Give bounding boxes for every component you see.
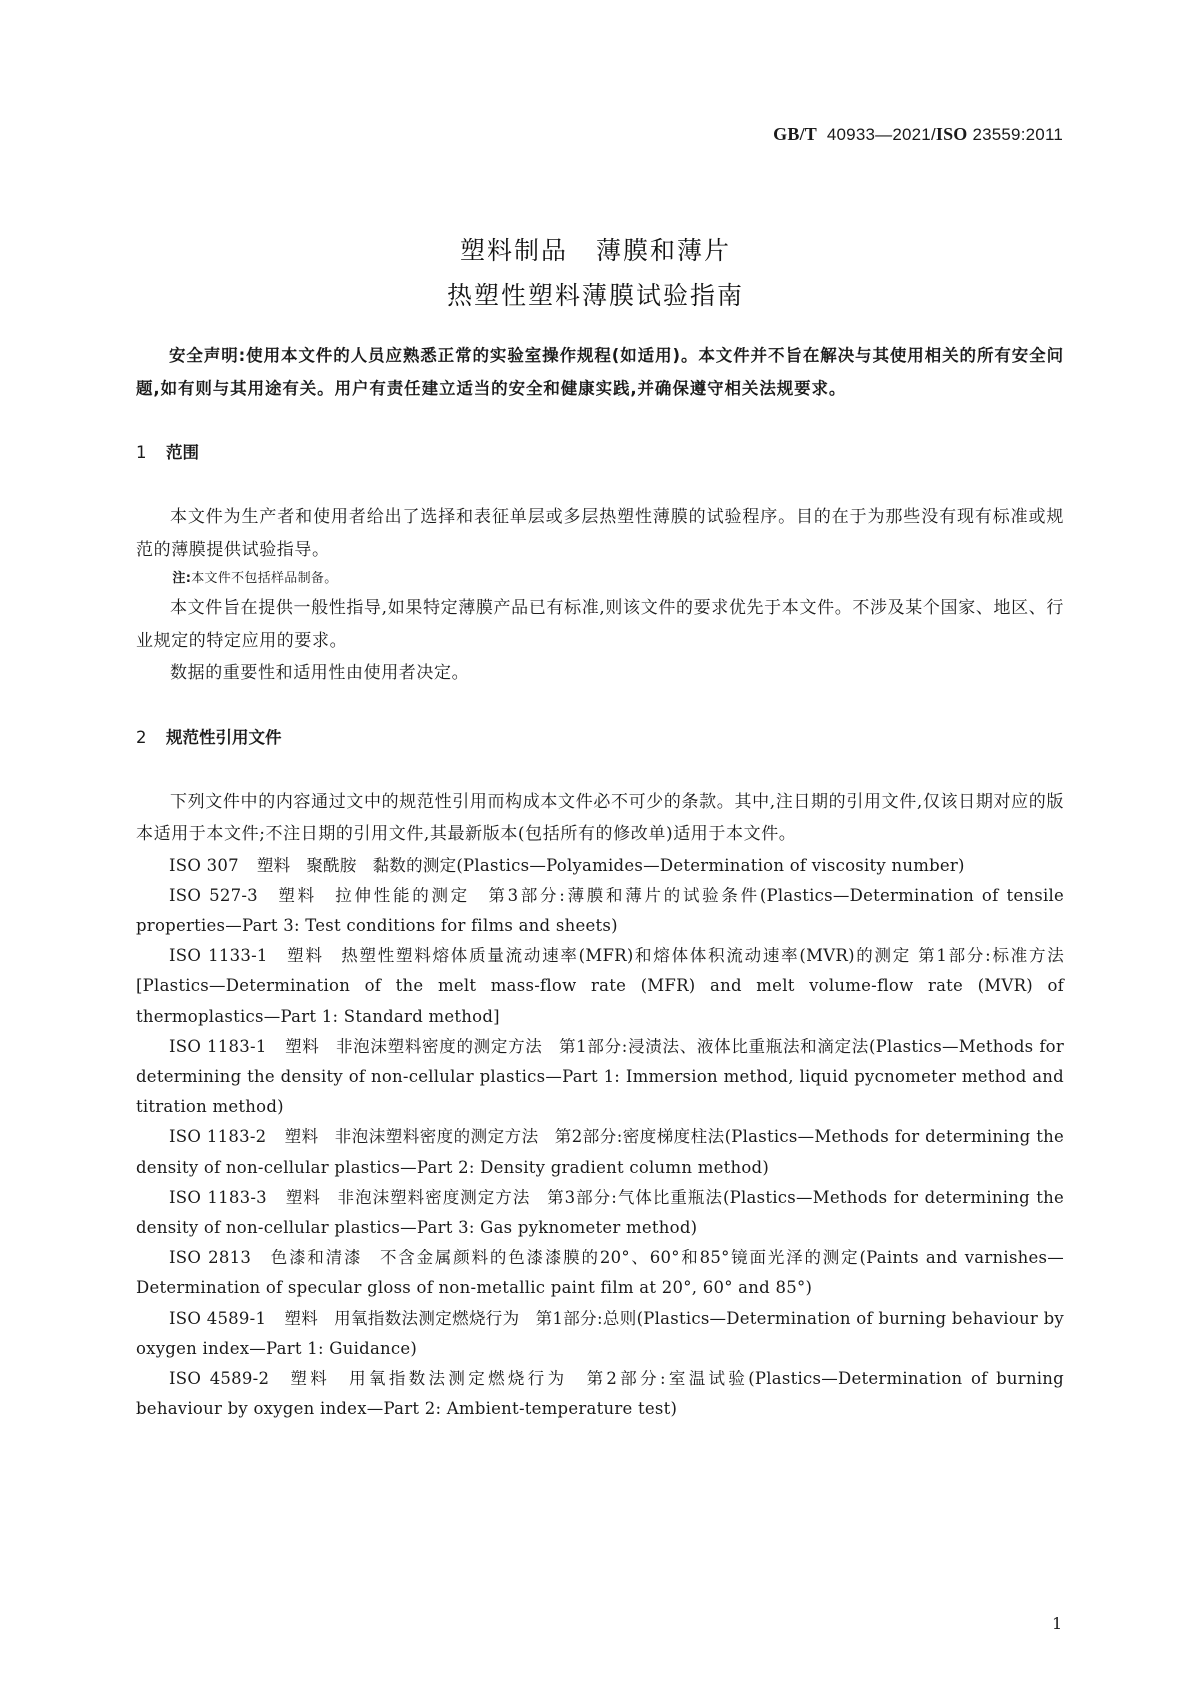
reference-code: ISO 1183-3 <box>169 1187 267 1207</box>
header-standard-prefix: GB/T <box>773 124 817 144</box>
normative-references-list <box>136 851 1064 1425</box>
reference-code: ISO 4589-2 <box>169 1368 270 1388</box>
reference-part: 色漆和清漆 <box>269 1248 363 1268</box>
section-1-paragraph: 本文件为生产者和使用者给出了选择和表征单层或多层热塑性薄膜的试验程序。目的在于为那些没有现有标准或规范的薄膜提供试验指导。 <box>136 507 1064 560</box>
reference-part: 热塑性塑料熔体质量流动速率(MFR)和熔体体积流动速率(MVR)的测定 第1部分:标准方法[Plastics—Determination of the melt mass-flow rate (MFR) and melt volume-flow rate (MVR) of thermoplastics—Part 1: Standard method] <box>136 946 1064 1026</box>
section-1-note <box>136 566 1064 592</box>
reference-part: 塑料 <box>284 1127 319 1147</box>
reference-part: 聚酰胺 <box>306 855 357 875</box>
reference-part: 塑料 <box>284 1308 319 1328</box>
reference-code: ISO 1183-2 <box>169 1127 267 1147</box>
reference-item <box>136 1243 1064 1303</box>
reference-part: 不含金属颜料的色漆漆膜的20°、60°和85°镜面光泽的测定(Paints and varnishes—Determination of specular gloss of non-metallic paint film at 20°, 60° and 85°) <box>136 1248 1065 1298</box>
reference-part: 塑料 <box>275 885 317 905</box>
document-body <box>136 340 1064 1424</box>
reference-item <box>136 1122 1064 1182</box>
header-standard-number: 40933—2021/ <box>826 125 936 144</box>
document-title <box>0 228 1191 318</box>
section-1-paragraph: 本文件旨在提供一般性指导,如果特定薄膜产品已有标准,则该文件的要求优先于本文件。不涉及某个国家、地区、行业规定的特定应用的要求。 <box>136 598 1064 651</box>
reference-part: 塑料 <box>285 946 324 966</box>
title-line-2: 热塑性塑料薄膜试验指南 <box>446 281 744 310</box>
section-1-title: 范围 <box>166 443 199 462</box>
reference-part: 黏数的测定(Plastics—Polyamides—Determination of viscosity number) <box>372 855 965 875</box>
reference-code: ISO 527-3 <box>169 885 258 905</box>
reference-part: 非泡沫塑料密度的测定方法 <box>334 1127 539 1147</box>
section-1-number: 1 <box>136 443 147 462</box>
reference-item <box>136 851 1064 881</box>
reference-code: ISO 1133-1 <box>169 946 268 966</box>
reference-part: 第2部分:密度梯度柱法(Plastics—Methods for determining the density of non-cellular plastics—Part 2: Density gradient column method) <box>136 1127 1064 1177</box>
document-header <box>773 124 1063 145</box>
reference-part: 非泡沫塑料密度的测定方法 <box>335 1036 543 1056</box>
reference-code: ISO 4589-1 <box>169 1308 267 1328</box>
reference-part: 第3部分:薄膜和薄片的试验条件(Plastics—Determination of tensile properties—Part 3: Test conditions for films and sheets) <box>136 885 1065 935</box>
reference-part: 塑料 <box>287 1368 331 1388</box>
section-1-paragraph: 数据的重要性和适用性由使用者决定。 <box>170 663 470 683</box>
reference-item <box>136 1304 1064 1364</box>
section-2-intro: 下列文件中的内容通过文中的规范性引用而构成本文件必不可少的条款。其中,注日期的引用文件,仅该日期对应的版本适用于本文件;不注日期的引用文件,其最新版本(包括所有的修改单)适用于本文件。 <box>136 791 1064 844</box>
reference-part: 第1部分:总则(Plastics—Determination of burning behaviour by oxygen index—Part 1: Guidance) <box>136 1308 1064 1358</box>
reference-part: 第1部分:浸渍法、液体比重瓶法和滴定法(Plastics—Methods for determining the density of non-cellular plastics—Part 1: Immersion method, liquid pycnometer method and titration method) <box>136 1036 1065 1117</box>
section-2-title: 规范性引用文件 <box>166 727 282 747</box>
reference-part: 第3部分:气体比重瓶法(Plastics—Methods for determining the density of non-cellular plastics—Part 3: Gas pyknometer method) <box>136 1187 1064 1237</box>
section-2-heading <box>136 722 1064 754</box>
reference-part: 拉伸性能的测定 <box>332 885 470 905</box>
title-line-1-part-2: 薄膜和薄片 <box>596 236 732 265</box>
reference-part: 用氧指数法测定燃烧行为 <box>346 1368 568 1388</box>
reference-part: 塑料 <box>284 1036 320 1056</box>
page-number: 1 <box>1052 1614 1063 1633</box>
reference-item <box>136 1183 1064 1243</box>
reference-part: 第2部分:室温试验(Plastics—Determination of burning behaviour by oxygen index—Part 2: Ambient-temperature test) <box>136 1368 1064 1419</box>
title-line-1 <box>0 228 1191 273</box>
section-2-number: 2 <box>136 727 147 747</box>
reference-item <box>136 941 1064 1032</box>
reference-code: ISO 307 <box>169 855 239 875</box>
reference-item <box>136 1364 1064 1424</box>
header-iso-number: 23559:2011 <box>972 125 1063 144</box>
reference-item <box>136 1032 1064 1123</box>
reference-code: ISO 2813 <box>169 1248 252 1268</box>
note-label: 注: <box>172 571 192 586</box>
reference-item <box>136 881 1064 941</box>
reference-part: 非泡沫塑料密度测定方法 <box>336 1187 531 1207</box>
reference-part: 塑料 <box>284 1187 321 1207</box>
reference-part: 用氧指数法测定燃烧行为 <box>334 1308 520 1328</box>
reference-part: 塑料 <box>256 855 291 875</box>
title-line-1-part-1: 塑料制品 <box>459 236 568 265</box>
section-1-heading <box>136 437 1064 469</box>
note-text: 本文件不包括样品制备。 <box>191 571 338 586</box>
reference-code: ISO 1183-1 <box>169 1036 267 1056</box>
header-iso-prefix: ISO <box>935 124 968 144</box>
safety-statement: 安全声明:使用本文件的人员应熟悉正常的实验室操作规程(如适用)。本文件并不旨在解决与其使用相关的所有安全问题,如有则与其用途有关。用户有责任建立适当的安全和健康实践,并确保遵守相关法规要求。 <box>136 346 1064 398</box>
